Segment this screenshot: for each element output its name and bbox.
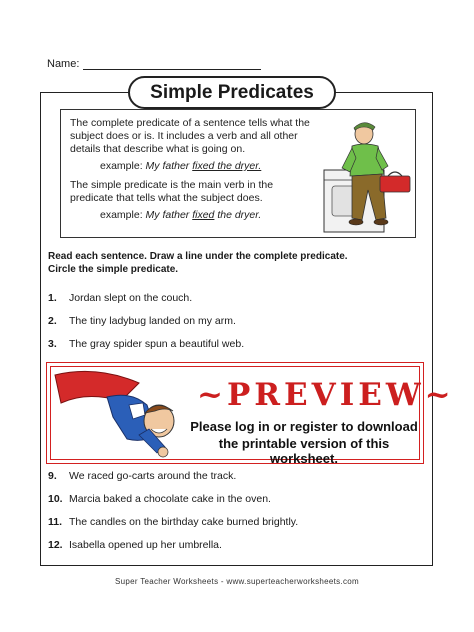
question-10: 10. Marcia baked a chocolate cake in the oven. bbox=[48, 493, 271, 505]
question-9: 9. We raced go-carts around the track. bbox=[48, 470, 237, 482]
instructions-line-1: Read each sentence. Draw a line under the complete predicate. bbox=[48, 251, 348, 262]
question-12: 12. Isabella opened up her umbrella. bbox=[48, 539, 222, 551]
name-field bbox=[47, 58, 261, 70]
footer-credit: Super Teacher Worksheets - www.superteacherworksheets.com bbox=[114, 577, 359, 586]
name-blank-line bbox=[83, 60, 261, 70]
preview-title: ~PREVIEW~ bbox=[197, 377, 455, 413]
example-1: example: My father fixed the dryer. bbox=[100, 160, 262, 172]
example-2: example: My father fixed the dryer. bbox=[100, 209, 262, 221]
question-1: 1. Jordan slept on the couch. bbox=[48, 292, 193, 304]
preview-banner[interactable] bbox=[46, 362, 455, 466]
preview-message-line-1[interactable]: Please log in or register to download bbox=[190, 419, 418, 434]
question-text: Jordan slept on the couch. bbox=[69, 292, 193, 304]
question-text: The tiny ladybug landed on my arm. bbox=[69, 315, 236, 327]
worksheet-title: Simple Predicates bbox=[128, 76, 336, 109]
preview-message-line-2[interactable]: the printable version of this worksheet. bbox=[218, 436, 390, 466]
question-text: The gray spider spun a beautiful web. bbox=[69, 338, 245, 350]
question-11: 11. The candles on the birthday cake burned brightly. bbox=[48, 516, 299, 528]
definition-complete-predicate: The complete predicate of a sentence tells what the subject does or is. It includes a verb and all other details that describe what is going on. bbox=[70, 117, 310, 155]
question-3: 3. The gray spider spun a beautiful web. bbox=[48, 338, 245, 350]
instructions-line-2: Circle the simple predicate. bbox=[48, 264, 179, 275]
definition-text bbox=[70, 117, 318, 228]
question-text: The candles on the birthday cake burned brightly. bbox=[69, 516, 299, 528]
question-text: We raced go-carts around the track. bbox=[69, 470, 237, 482]
flying-superhero-illustration bbox=[47, 357, 187, 465]
example-2-verb: fixed bbox=[192, 209, 215, 221]
definition-simple-predicate: The simple predicate is the main verb in the predicate that tells what the subject does. bbox=[70, 179, 274, 204]
example-2-subject: My father bbox=[145, 209, 190, 221]
question-text: Marcia baked a chocolate cake in the oven. bbox=[69, 493, 271, 505]
example-1-subject: My father bbox=[145, 160, 190, 172]
name-label: Name: bbox=[47, 58, 80, 70]
question-2: 2. The tiny ladybug landed on my arm. bbox=[48, 315, 236, 327]
instructions bbox=[48, 250, 428, 276]
example-1-predicate: fixed the dryer. bbox=[192, 160, 262, 172]
repairman-illustration bbox=[322, 118, 416, 234]
question-text: Isabella opened up her umbrella. bbox=[69, 539, 222, 551]
example-2-rest: the dryer. bbox=[217, 209, 262, 221]
